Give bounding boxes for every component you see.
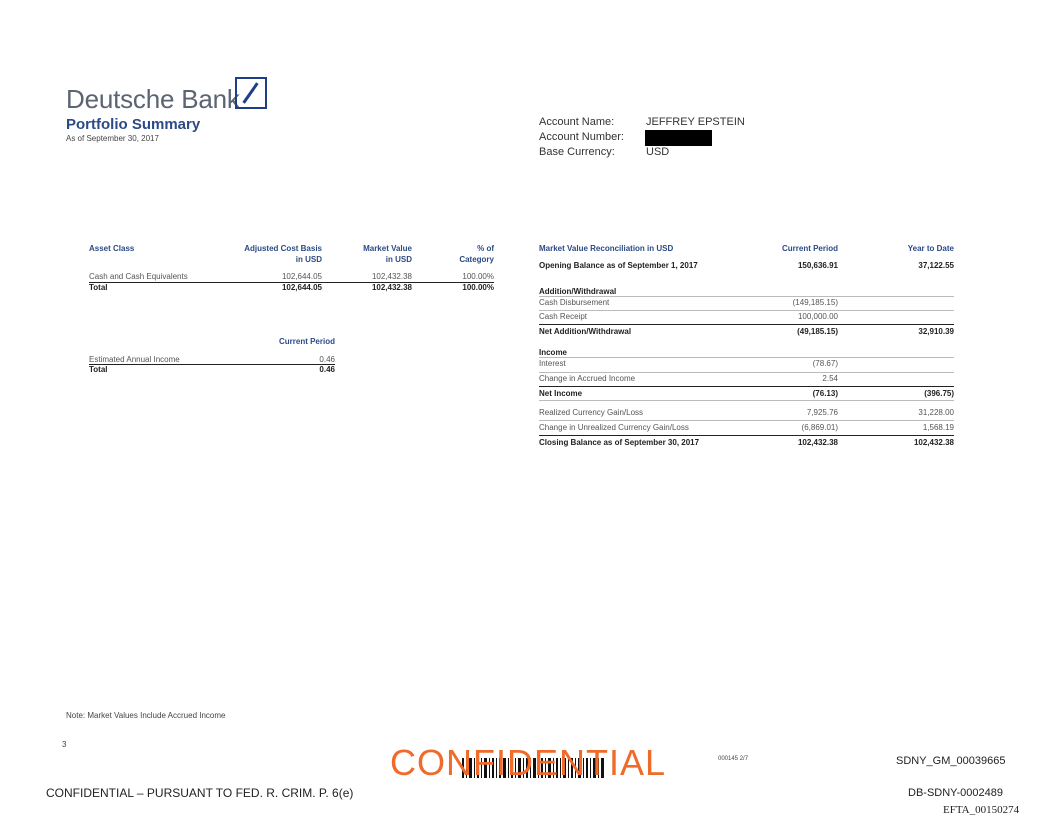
addition-withdrawal-header: Addition/Withdrawal (539, 287, 617, 296)
realized-gain-current: 7,925.76 (806, 408, 838, 417)
page-number: 3 (62, 740, 67, 749)
asset-class-header: Asset Class (89, 244, 135, 253)
recon-divider (539, 435, 954, 436)
opening-balance-label: Opening Balance as of September 1, 2017 (539, 261, 698, 270)
base-currency-value: USD (646, 146, 670, 158)
asset-total-pct: 100.00% (462, 283, 494, 292)
asset-total-cost: 102,644.05 (281, 283, 322, 292)
footnote: Note: Market Values Include Accrued Income (66, 711, 226, 720)
asset-total-market-value: 102,432.38 (371, 283, 412, 292)
recon-divider (539, 357, 954, 358)
unrealized-gain-label: Change in Unrealized Currency Gain/Loss (539, 423, 689, 432)
income-total-label: Total (89, 365, 108, 374)
cost-basis-header-1: Adjusted Cost Basis (244, 244, 322, 253)
cash-disbursement-current: (149,185.15) (792, 298, 838, 307)
asset-row-name: Cash and Cash Equivalents (89, 272, 188, 281)
accrued-income-current: 2.54 (822, 374, 838, 383)
realized-gain-ytd: 31,228.00 (918, 408, 954, 417)
asset-row-cost: 102,644.05 (281, 272, 322, 281)
net-addition-current: (49,185.15) (797, 327, 838, 336)
estimated-income-value: 0.46 (319, 355, 335, 364)
net-addition-label: Net Addition/Withdrawal (539, 327, 632, 336)
account-name-value: JEFFREY EPSTEIN (646, 116, 745, 128)
efta-id: EFTA_00150274 (943, 804, 1020, 816)
recon-title-header: Market Value Reconciliation in USD (539, 244, 674, 253)
deutsche-bank-logo-icon (235, 77, 267, 109)
recon-divider (539, 324, 954, 325)
asset-row-pct: 100.00% (462, 272, 494, 281)
recon-divider (539, 400, 954, 401)
asset-total-label: Total (89, 283, 108, 292)
recon-divider (539, 420, 954, 421)
page-title: Portfolio Summary (66, 116, 201, 133)
recon-divider (539, 296, 954, 297)
asset-row-market-value: 102,432.38 (371, 272, 412, 281)
estimated-income-label: Estimated Annual Income (89, 355, 180, 364)
income-current-period-header: Current Period (278, 337, 335, 346)
db-sdny-id: DB-SDNY-0002489 (908, 787, 1003, 799)
pct-category-header-2: Category (459, 255, 494, 264)
recon-ytd-header: Year to Date (907, 244, 954, 253)
closing-balance-current: 102,432.38 (797, 438, 838, 447)
recon-current-header: Current Period (781, 244, 838, 253)
net-income-ytd: (396.75) (924, 389, 954, 398)
pct-category-header-1: % of (477, 244, 494, 253)
recon-divider (539, 372, 954, 373)
opening-balance-ytd: 37,122.55 (918, 261, 954, 270)
cash-receipt-current: 100,000.00 (797, 312, 838, 321)
confidential-stamp: CONFIDENTIAL (390, 742, 667, 783)
market-value-header-2: in USD (385, 255, 412, 264)
income-total-value: 0.46 (319, 365, 335, 374)
base-currency-label: Base Currency: (539, 146, 615, 158)
cash-disbursement-label: Cash Disbursement (539, 298, 610, 307)
cash-receipt-label: Cash Receipt (539, 312, 588, 321)
bank-name: Deutsche Bank (66, 84, 240, 114)
net-income-current: (76.13) (812, 389, 838, 398)
closing-balance-ytd: 102,432.38 (913, 438, 954, 447)
as-of-date: As of September 30, 2017 (66, 134, 159, 143)
opening-balance-current: 150,636.91 (797, 261, 838, 270)
account-number-label: Account Number: (539, 131, 624, 143)
interest-current: (78.67) (812, 359, 838, 368)
recon-divider (539, 386, 954, 387)
realized-gain-label: Realized Currency Gain/Loss (539, 408, 644, 417)
net-addition-ytd: 32,910.39 (918, 327, 954, 336)
closing-balance-label: Closing Balance as of September 30, 2017 (539, 438, 700, 447)
interest-label: Interest (539, 359, 566, 368)
stamp-code: 000145 2/7 (718, 756, 749, 762)
unrealized-gain-current: (6,869.01) (801, 423, 838, 432)
accrued-income-label: Change in Accrued Income (539, 374, 636, 383)
market-value-header-1: Market Value (363, 244, 412, 253)
sdny-id: SDNY_GM_00039665 (896, 755, 1006, 767)
confidential-notice: CONFIDENTIAL – PURSUANT TO FED. R. CRIM. P. 6(e) (46, 786, 354, 800)
recon-divider (539, 310, 954, 311)
account-name-label: Account Name: (539, 116, 615, 128)
net-income-label: Net Income (539, 389, 583, 398)
income-header: Income (539, 348, 568, 357)
cost-basis-header-2: in USD (295, 255, 322, 264)
unrealized-gain-ytd: 1,568.19 (922, 423, 954, 432)
account-number-redaction (645, 130, 712, 146)
